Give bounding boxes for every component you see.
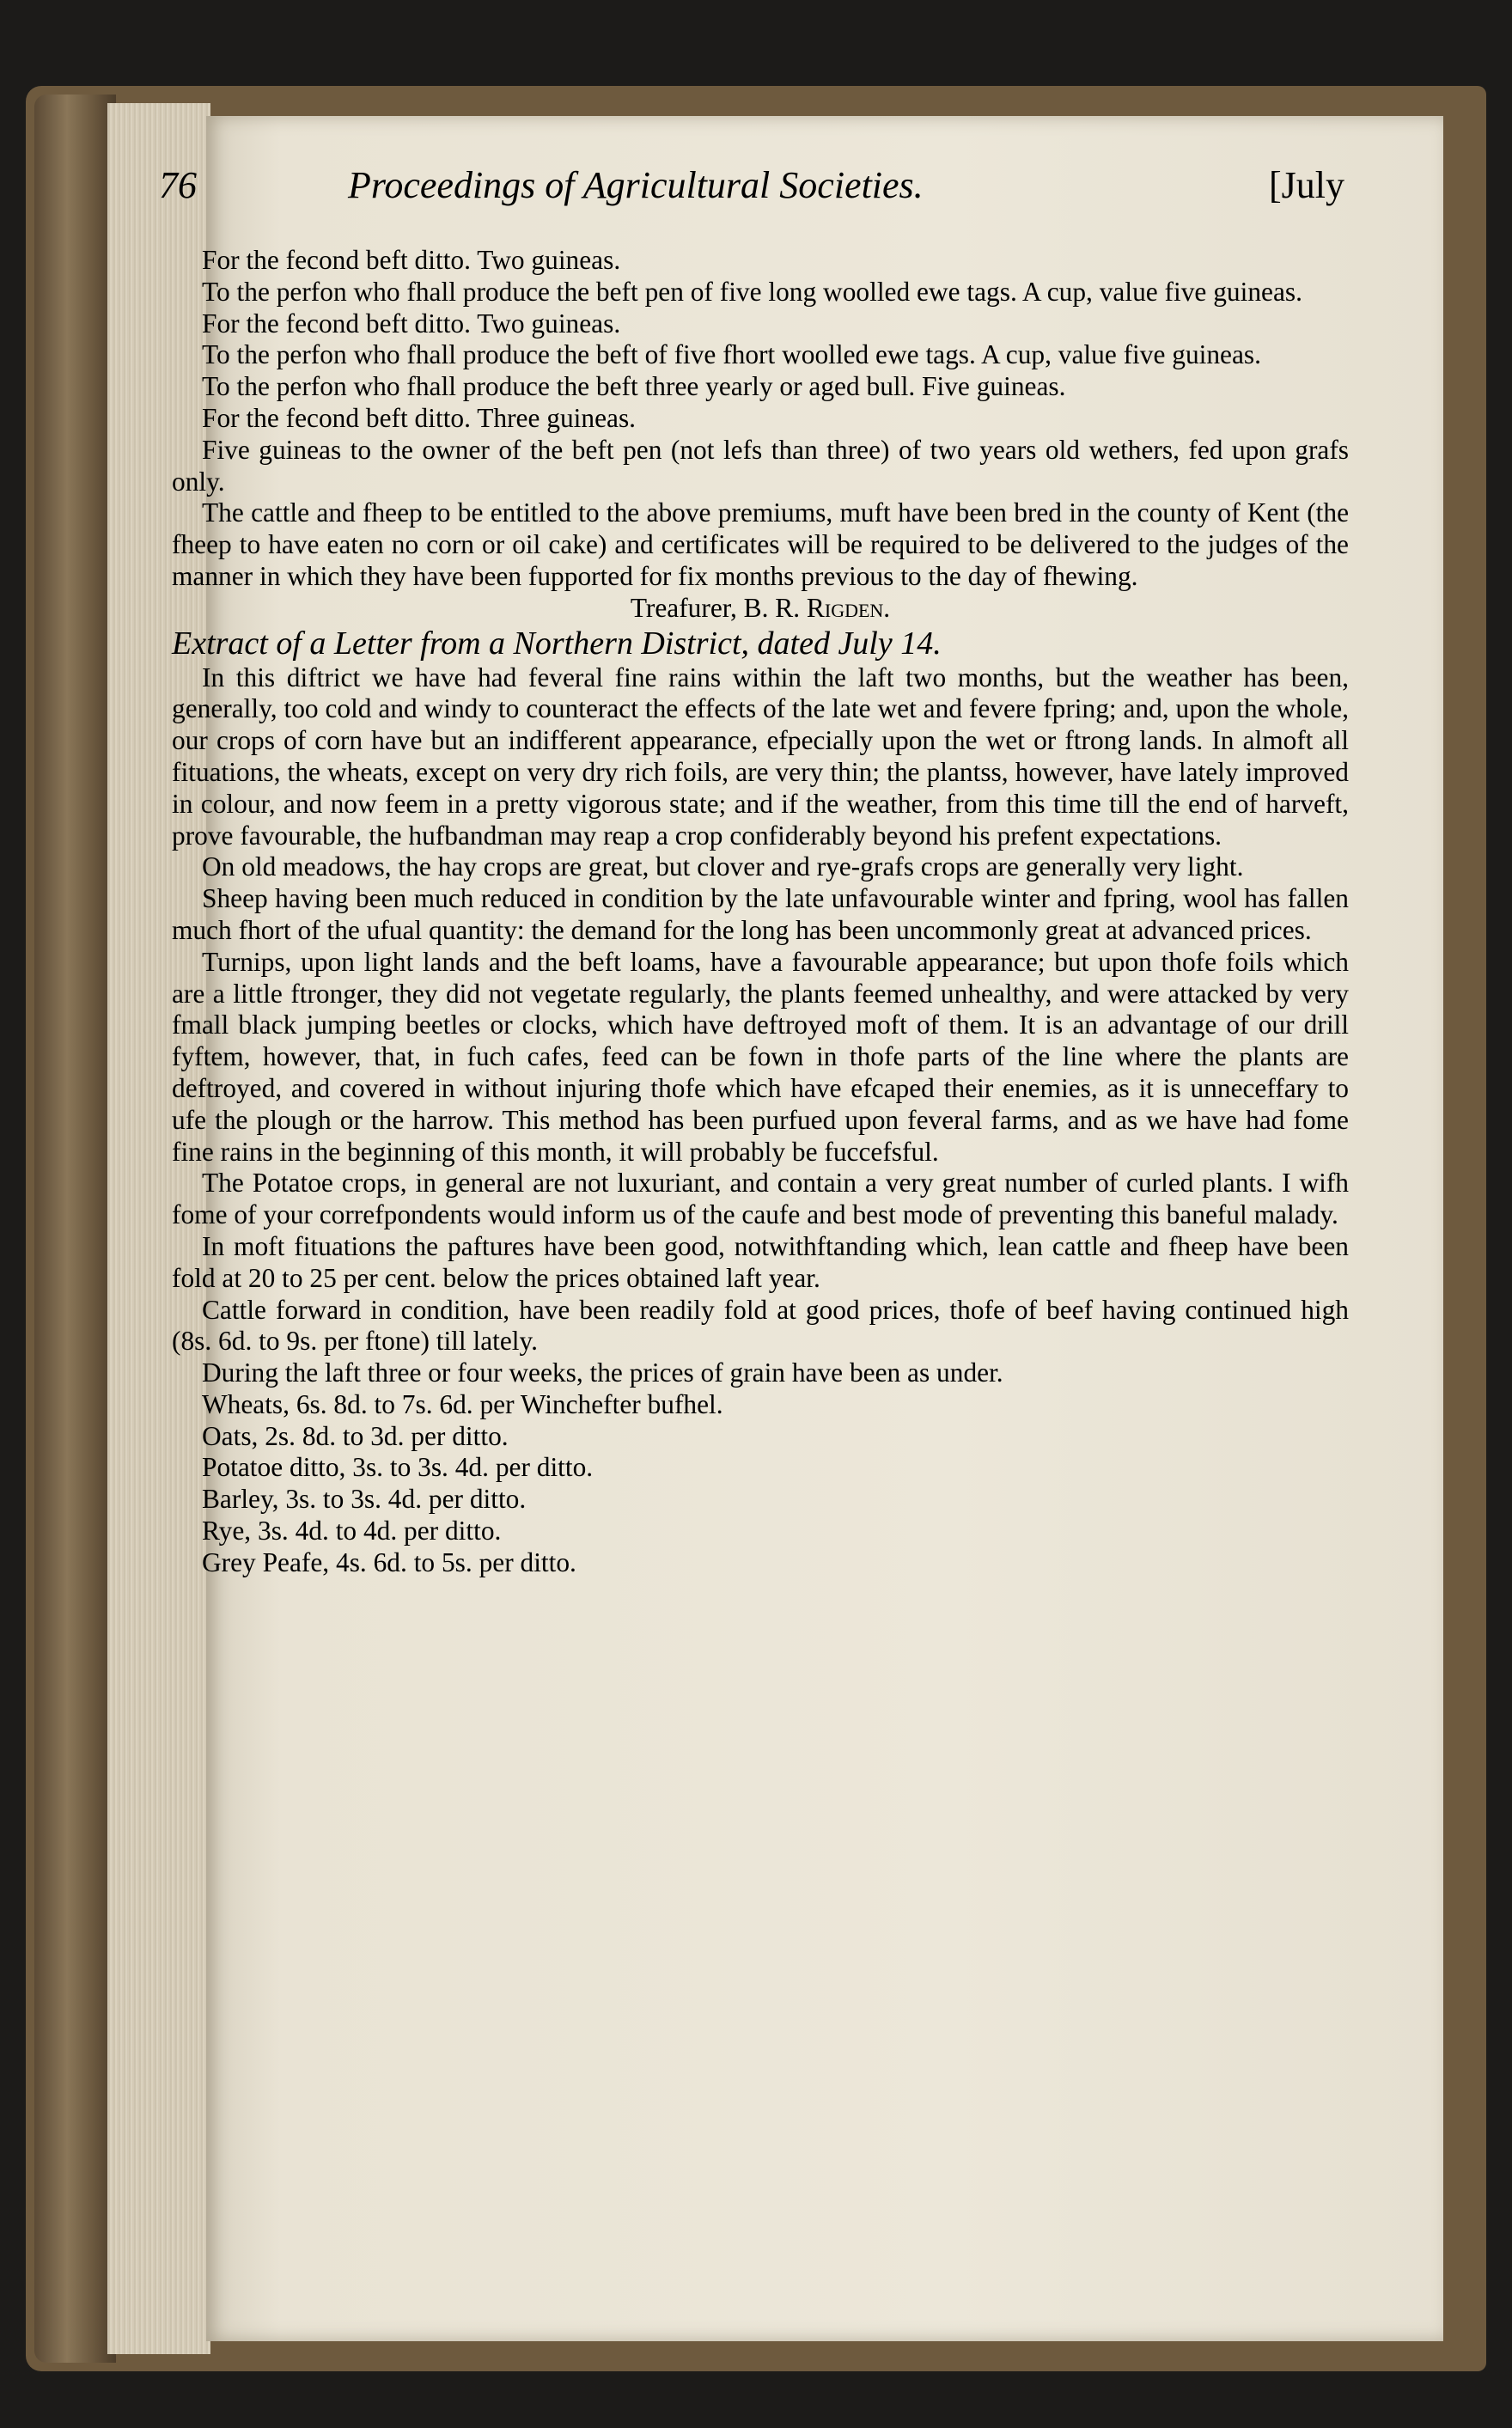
- page-number: 76: [159, 164, 197, 206]
- paragraph: During the laft three or four weeks, the prices of grain have been as under.: [202, 1357, 1003, 1388]
- paragraph: To the perfon who fhall produce the beft pen of five long woolled ewe tags. A cup, value five guineas.: [202, 276, 1302, 307]
- price-item: Potatoe ditto, 3s. to 3s. 4d. per ditto.: [202, 1452, 594, 1483]
- price-item: Grey Peafe, 4s. 6d. to 5s. per ditto.: [202, 1546, 576, 1577]
- page-text: [172, 245, 1349, 1579]
- paragraph: On old meadows, the hay crops are great, but clover and rye-grafs crops are generally very light.: [202, 851, 1244, 882]
- paragraph: In this diftrict we have had feveral fine rains within the laft two months, but the weather has been, generally, too cold and windy to counteract the effects of the late wet and fevere fpring; and, upon the whole, our crops of corn have but an indifferent appearance, efpecially upon the wet or ftrong lands. In almoft all fituations, the wheats, except on very dry rich foils, are very thin; the plantss, however, have lately improved in colour, and now feem in a pretty vigorous state; and if the weather, from this time till the end of harveft, prove favourable, the hufbandman may reap a crop confiderably beyond his prefent expectations.: [172, 662, 1349, 851]
- signature-name: B. R. Rigden.: [743, 592, 891, 623]
- paragraph: Five guineas to the owner of the beft pen (not lefs than three) of two years old wethers, fed upon grafs only.: [172, 434, 1349, 497]
- paragraph: For the fecond beft ditto. Two guineas.: [202, 245, 621, 275]
- paragraph: Cattle forward in condition, have been readily fold at good prices, thofe of beef having continued high (8s. 6d. to 9s. per ftone) till lately.: [172, 1294, 1349, 1357]
- paragraph: To the perfon who fhall produce the beft of five fhort woolled ewe tags. A cup, value five guineas.: [202, 339, 1261, 370]
- paragraph: To the perfon who fhall produce the beft three yearly or aged bull. Five guineas.: [202, 371, 1066, 402]
- running-title: Proceedings of Agricultural Societies.: [348, 164, 924, 206]
- paragraph: Turnips, upon light lands and the beft loams, have a favourable appearance; but upon thofe foils which are a little ftronger, they did not vegetate regularly, the plants feemed unhealthy, and were attacked by very fmall black jumping beetles or clocks, which have deftroyed moft of them. It is an advantage of our drill fyftem, however, that, in fuch cafes, feed can be fown in thofe parts of the line where the plants are deftroyed, and covered in without injuring thofe which have efcaped their enemies, as it is unneceffary to ufe the plough or the harrow. This method has been purfued upon feveral farms, and as we have had fome fine rains in the beginning of this month, it will probably be fuccefsful.: [172, 946, 1349, 1167]
- price-item: Oats, 2s. 8d. to 3d. per ditto.: [202, 1420, 509, 1451]
- paragraph: For the fecond beft ditto. Three guineas.: [202, 402, 637, 433]
- letter-heading: Extract of a Letter from a Northern District, dated July 14.: [172, 625, 942, 662]
- price-item: Wheats, 6s. 8d. to 7s. 6d. per Winchefter bufhel.: [202, 1388, 723, 1419]
- paragraph: Sheep having been much reduced in condition by the late unfavourable winter and fpring, wool has fallen much fhort of the ufual quantity: the demand for the long has been uncommonly great at advanced prices.: [172, 883, 1349, 945]
- signature-label: Treafurer,: [630, 592, 737, 623]
- signature: [172, 593, 1349, 625]
- paragraph: For the fecond beft ditto. Two guineas.: [202, 308, 621, 339]
- price-item: Barley, 3s. to 3s. 4d. per ditto.: [202, 1484, 527, 1515]
- running-month: [July: [1269, 164, 1344, 206]
- paragraph: The Potatoe crops, in general are not luxuriant, and contain a very great number of curled plants. I wifh fome of your correfpondents would inform us of the caufe and best mode of preventing this baneful malady.: [172, 1168, 1349, 1230]
- running-header: [159, 163, 1344, 232]
- paragraph: In moft fituations the paftures have been good, notwithftanding which, lean cattle and fheep have been fold at 20 to 25 per cent. below the prices obtained laft year.: [172, 1230, 1349, 1293]
- price-list: [172, 1389, 1349, 1579]
- paragraph: The cattle and fheep to be entitled to the above premiums, muft have been bred in the county of Kent (the fheep to have eaten no corn or oil cake) and certificates will be required to be delivered to the judges of the manner in which they have been fupported for fix months previous to the day of fhewing.: [172, 497, 1349, 591]
- marbled-board: [34, 95, 116, 2363]
- price-item: Rye, 3s. 4d. to 4d. per ditto.: [202, 1516, 502, 1546]
